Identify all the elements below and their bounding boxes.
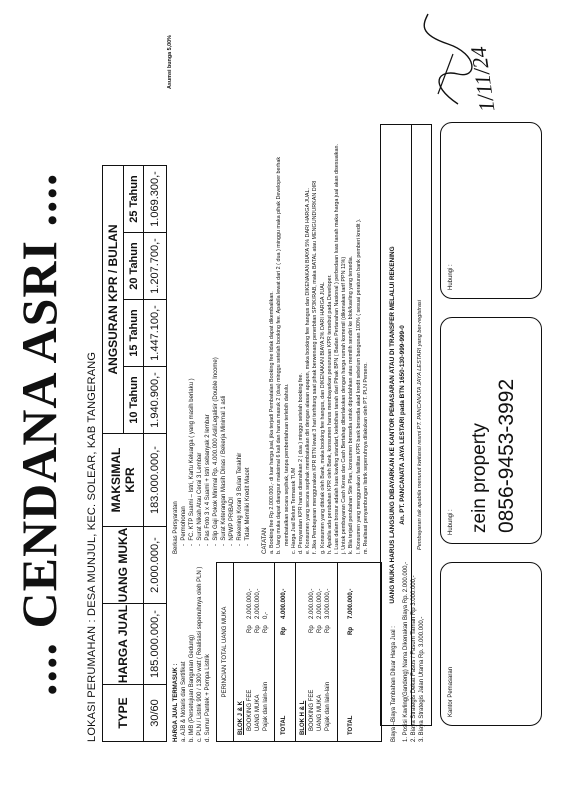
rincian-item-value: 0,- bbox=[263, 611, 269, 619]
total-b-rp: Rp bbox=[348, 627, 354, 635]
catatan-item: d. Persyaratan KPR harus diserahkan 2 ( dua ) minggu setelah booking fee. bbox=[298, 373, 305, 554]
berkas-persyaratan bbox=[172, 294, 252, 554]
harga-termasuk-item: a. AJB & Notaris dan Sertifikat bbox=[181, 661, 187, 742]
catatan-item: e. Konsumen yang secara sepihak membatalkan diri dengan alasan apapun, maka booking fee hangus dan DIKENAKAN BIAYA 5% DARI HARGA JUAL. bbox=[305, 188, 312, 554]
hubungi-label-2: Hubungi : bbox=[448, 264, 454, 290]
payment-box bbox=[380, 124, 432, 726]
rincian-item-rp: Rp bbox=[317, 625, 323, 633]
rincian-item-label: UANG MUKA bbox=[255, 694, 261, 731]
rincian-item-value: 2.000.000,- bbox=[309, 588, 315, 619]
berkas-title: Berkas Persyaratan bbox=[173, 501, 179, 554]
catatan-item: h. Apabila ada perubahan KPR oleh Bank, konsumen harus membayarkan penurunan KPR tersebut pada Developer. bbox=[326, 274, 333, 554]
harga-termasuk-item: c. PLN / Listrik 900 / 1300 watt ( Realisasi sepenuhnya oleh PLN ) bbox=[197, 566, 203, 742]
cell-type: 30/60 bbox=[144, 685, 167, 742]
catatan-item: f. Jika Pembayaran menggunakan KPR BTN lewat 3 hari terhitung saat pihak berwenang penerbitan SP3K/RAB, maka BATAL atau MENGUNDURKAN DIRI bbox=[312, 180, 319, 554]
header-type: TYPE bbox=[103, 685, 144, 742]
berkas-item: - FC. KTP Suami – Istri, Kartu Keluarga ( yang masih berlaku ) bbox=[189, 378, 195, 546]
total-a bbox=[280, 569, 288, 735]
header-maksimal-kpr: MAKSIMAL KPR bbox=[103, 434, 144, 527]
rincian-item-label: BOOKING FEE bbox=[309, 689, 315, 731]
biaya-tambahan-title: Biaya –Biaya Tambahan Diluar Harga Jual : bbox=[391, 626, 397, 742]
rincian-item-rp: Rp bbox=[255, 625, 261, 633]
berkas-item: - Rekening Koran 3 Bulan Terakhir bbox=[237, 452, 243, 546]
price-table bbox=[102, 165, 167, 742]
total-b-value: 7.000.000,- bbox=[348, 588, 354, 619]
payment-line2: An. PT. PANCANATA JAYA LESTARI pada BTN 1650-130-999-999-0 bbox=[399, 325, 406, 525]
header-angsuran: ANGSURAN KPR / BULAN bbox=[103, 166, 124, 434]
catatan-item: j. Untuk pembayaran Cash Keras dan Cash Bertahap diberlakukan dengan harga rumah komersil (dikenakan tarif PPN 11%) bbox=[341, 256, 348, 554]
catatan-item: a. Booking fee Rp 2.000.000,- di luar harga jual, jika terjadi Pembatalan Booking fee tidak dapat dikembalikan. bbox=[269, 291, 276, 554]
biaya-item: 2. Biaya Strategis Dekat Fasos / Fasum Taman Rp 3.000.000,- bbox=[411, 575, 417, 742]
rincian-item-value: 2.000.000,- bbox=[255, 588, 261, 619]
cell-maks-kpr: 183.000.000,- bbox=[144, 434, 167, 527]
catatan-item: b. Uang muka dapat diangsur maksimal 6 kali dan harus masuk 2 (dua) minggu setelah booking fee. Apabila lewat dari 2 ( dua ) minggu maka pihak Developer berhak bbox=[276, 156, 283, 554]
rincian-item-rp: Rp bbox=[263, 625, 269, 633]
location-line: LOKASI PERUMAHAN : DESA MUNJUL, KEC. SOLEAR, KAB TANGERANG bbox=[86, 351, 98, 742]
kantor-label: Kantor Pemasaran bbox=[448, 666, 454, 717]
rincian-item-label: Pajak dan lain-lain bbox=[263, 681, 269, 731]
biaya-item: 1. Posisi Kavling(Gandeng) Nama Dikenakan Biaya Rp. 2.000.000,- bbox=[403, 561, 409, 742]
catatan-item: membatalkan secara sepihak, tanpa pemberitahuan terlebih dahulu. bbox=[283, 383, 290, 546]
signature bbox=[408, 4, 478, 114]
payment-line1: UANG MUKA HARUS LANGSUNG DIBAYARKAN KE KANTOR PEMASARAN ATAU DI TRANSFER MELALUI REKENING bbox=[389, 246, 396, 604]
berkas-item: - Permohonan bbox=[181, 506, 187, 546]
page-title: .... CENDANA ASRI .... bbox=[11, 172, 67, 696]
footer-note: Pembayaran tak apabila menurut kwitansi resmi PT. PANCANATA JAYA LESTARI yang ber-registrasi bbox=[417, 300, 423, 550]
asumsi-bunga: Asumsi bunga 5,00% bbox=[167, 35, 173, 89]
catatan-item: c. Harga Jual Belum Termasuk TUM bbox=[290, 467, 297, 554]
catatan-item: k. Bila terjadi perubahan Site Plan, konsumen bersedia untuk dipindahkan atau memilih sendiri ke blok/kavling yang tersedia. bbox=[348, 255, 355, 554]
catatan bbox=[262, 34, 370, 554]
rincian-item-label: BOOKING FEE bbox=[247, 689, 253, 731]
blok-a-items bbox=[246, 571, 270, 731]
cell-angsuran-15: 1.447.100,- bbox=[144, 300, 167, 367]
harga-termasuk-item: b. IMB (Persetujuan Bangunan Gedung) bbox=[189, 634, 195, 742]
header-harga-jual: HARGA JUAL bbox=[103, 604, 144, 685]
rincian-item-value: 2.000.000,- bbox=[247, 588, 253, 619]
tenor-25: 25 Tahun bbox=[124, 166, 144, 233]
total-b bbox=[347, 569, 355, 735]
contact-phone: 0856-9453-3992 bbox=[495, 378, 518, 533]
hubungi-label: Hubungi : bbox=[448, 509, 454, 535]
total-a-rp: Rp bbox=[281, 627, 287, 635]
biaya-item: 3. Biaya Strategis Jalan Utama Rp. 3.000.000,- bbox=[419, 616, 425, 742]
catatan-item: m. Realisasi penyambungan listrik sepenuhnya dilakukan oleh PT. PLN Persero. bbox=[362, 362, 369, 554]
rincian-item-value: 3.000.000,- bbox=[325, 588, 331, 619]
harga-termasuk-title: HARGA JUAL TERMASUK : bbox=[173, 663, 179, 742]
rincian-title: PERINCIAN TOTAL UANG MUKA bbox=[222, 606, 228, 698]
berkas-item: - NPWP PRIBADI bbox=[229, 497, 235, 546]
tenor-20: 20 Tahun bbox=[124, 233, 144, 300]
total-a-value: 4.000.000,- bbox=[281, 588, 287, 619]
cell-angsuran-25: 1.069.300,- bbox=[144, 166, 167, 233]
catatan-item: g. Konsumen yang ditolak oleh Bank, maka booking fee hangus, dan DIKENAKAN BIAYA 2% DARI HARGA JUAL bbox=[319, 282, 326, 554]
total-b-label: TOTAL bbox=[348, 715, 354, 735]
cell-uang-muka: 2.000.000,- bbox=[144, 527, 167, 604]
berkas-item: - Pas Foto 3 x 4 Suami + Istri sebanyak 2 lembar bbox=[205, 414, 211, 546]
rincian-item-label: UANG MUKA bbox=[317, 694, 323, 731]
rincian-item-rp: Rp bbox=[325, 625, 331, 633]
rincian-item-rp: Rp bbox=[247, 625, 253, 633]
handwritten-date: 1/11/24 bbox=[465, 45, 500, 114]
blok-b-label: BLOK H & L bbox=[300, 700, 306, 735]
rincian-box bbox=[216, 562, 382, 742]
kantor-box bbox=[440, 562, 542, 726]
berkas-item: - Tidak Memiliki Kredit Macet bbox=[245, 467, 251, 546]
harga-termasuk-item: d. Sumur Pantek + Pompa Listrik bbox=[205, 654, 211, 742]
blok-a-label: BLOK J & K bbox=[238, 700, 244, 735]
berkas-item: - Slip Gaji Pokok Minimal Rp. 4.000.000 Asli/Legalisir (Double Income) bbox=[213, 357, 219, 546]
contact-box bbox=[440, 317, 542, 544]
catatan-item: i. Luas dalam brosur adalah luas kavling standart, kelebihan tanah dari Pihak BPN ( Badan Pertanahan Nasional ) perbedaan luas tanah maka harga jual akan disesuaikan. bbox=[334, 144, 341, 554]
cell-angsuran-10: 1.940.900,- bbox=[144, 367, 167, 434]
catatan-title: CATATAN bbox=[262, 527, 268, 554]
blok-b-items bbox=[308, 571, 332, 731]
catatan-item: l. Konsumen yang menggunakan fasilitas KPR bank bersedia akad kredit sebelum bangunan 100% ( sesuai peraturan bank pemberi kredit ). bbox=[355, 218, 362, 554]
berkas-item: - Surat Keterangan Masih Dinas / Bekerja Minimal 1 asli bbox=[221, 395, 227, 546]
rincian-item-rp: Rp bbox=[309, 625, 315, 633]
rincian-item-value: 2.000.000,- bbox=[317, 588, 323, 619]
tenor-10: 10 Tahun bbox=[124, 367, 144, 434]
rincian-item-label: Pajak dan lain-lain bbox=[325, 681, 331, 731]
contact-name: zein property bbox=[469, 423, 490, 533]
total-a-label: TOTAL bbox=[281, 715, 287, 735]
cell-angsuran-20: 1.207.700,- bbox=[144, 233, 167, 300]
tenor-15: 15 Tahun bbox=[124, 300, 144, 367]
cell-harga: 185.000.000,- bbox=[144, 604, 167, 685]
header-uang-muka: UANG MUKA bbox=[103, 527, 144, 604]
hubungi-box-2 bbox=[440, 122, 542, 299]
berkas-item: - Surat Nikah Atau Cerai 3 Lembar bbox=[197, 452, 203, 546]
